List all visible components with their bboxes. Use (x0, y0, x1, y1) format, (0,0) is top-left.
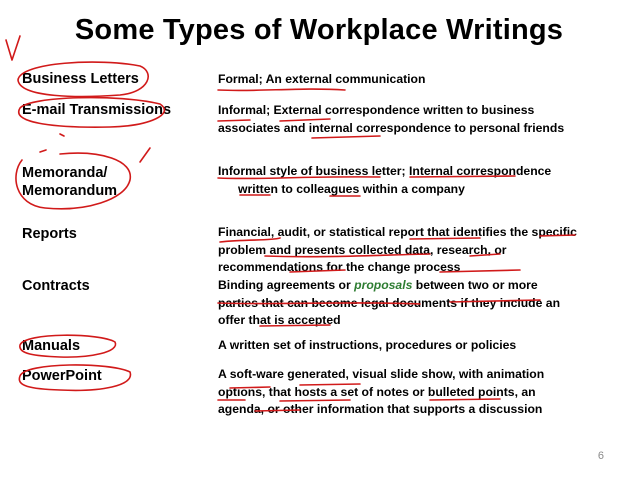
annotation-dash (60, 134, 64, 136)
desc-line: options, that hosts a set of notes or bulleted points, an (218, 384, 536, 399)
desc-line: Informal; External correspondence written to business (218, 103, 535, 117)
desc-line-indented: written to colleagues within a company (238, 181, 465, 196)
desc-part: between two or more (412, 278, 538, 292)
desc-manuals (218, 337, 623, 355)
term-contracts: Contracts (22, 278, 90, 294)
desc-email-transmissions (218, 102, 623, 137)
term-manuals: Manuals (22, 338, 81, 354)
desc-contracts (218, 277, 623, 330)
term-memoranda-line-1: Memoranda/ (22, 165, 108, 181)
desc-line (218, 277, 623, 295)
term-business-letters: Business Letters (22, 71, 139, 87)
desc-line: agenda, or other information that supports a discussion (218, 402, 543, 416)
desc-highlight-proposals: proposals (354, 278, 413, 292)
desc-line: Financial, audit, or statistical report that identifies the specific (218, 225, 577, 239)
desc-line: recommendations for the change process (218, 260, 461, 274)
desc-line: problem and presents collected data, research, or (218, 242, 507, 257)
desc-memoranda (218, 163, 623, 198)
desc-reports (218, 224, 623, 277)
term-email-transmissions: E-mail Transmissions (22, 102, 172, 118)
term-memoranda-line-2: Memorandum (22, 183, 118, 199)
desc-part: Binding agreements or (218, 278, 355, 292)
annotation-dash (40, 150, 46, 152)
desc-powerpoint (218, 366, 623, 419)
term-powerpoint: PowerPoint (22, 368, 102, 384)
desc-line (218, 181, 623, 199)
annotation-tick-memoranda (140, 148, 150, 162)
term-memoranda (22, 164, 117, 200)
desc-line: Informal style of business letter; Internal correspondence (218, 164, 552, 178)
desc-line: offer that is accepted (218, 313, 341, 327)
annotation-underline (218, 89, 345, 90)
term-reports: Reports (22, 226, 77, 242)
desc-line: A written set of instructions, procedures or policies (218, 338, 517, 352)
desc-line: associates and internal correspondence to personal friends (218, 120, 565, 135)
slide-title: Some Types of Workplace Writings (74, 14, 564, 46)
page-number: 6 (597, 450, 604, 462)
desc-business-letters (218, 71, 623, 89)
desc-line: Formal; An external communication (218, 72, 426, 86)
desc-line: parties that can become legal documents if they include an (218, 295, 561, 310)
desc-line: A soft-ware generated, visual slide show, with animation (218, 367, 545, 381)
